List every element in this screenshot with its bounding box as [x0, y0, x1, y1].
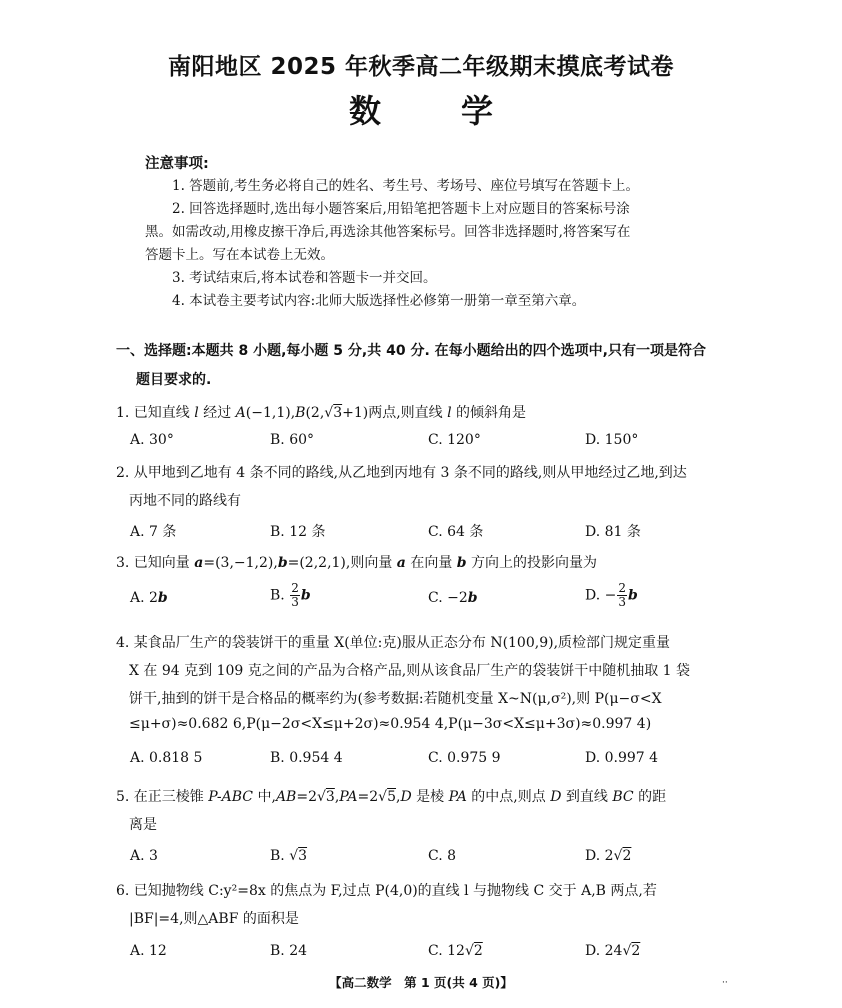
q1-point: A: [235, 405, 246, 421]
q1-option-b: B. 60°: [270, 432, 315, 448]
q5-var: BC: [612, 789, 634, 805]
q6-option-d: D. 24√2: [585, 943, 641, 959]
q1-var: l: [194, 405, 199, 421]
fraction-numerator: 2: [291, 581, 299, 595]
q3-option-a: [130, 590, 168, 606]
q5-var: PA: [339, 789, 358, 805]
q5-option-c: C. 8: [428, 848, 457, 864]
q1-option-d: D. 150°: [585, 432, 639, 448]
q3-text: 3. 已知向量: [116, 555, 195, 571]
q2-option-a: A. 7 条: [130, 524, 177, 540]
q5-text: 的距: [633, 789, 667, 805]
fraction-denominator: 3: [618, 595, 626, 609]
q6-radicand: 2: [473, 943, 483, 959]
q1-option-a: A. 30°: [130, 432, 174, 448]
q1-text: 1. 已知直线: [116, 405, 195, 421]
q5-text: 是棱: [411, 789, 449, 805]
q5-text: 的中点,则点: [466, 789, 551, 805]
q3-vector: b: [277, 555, 288, 571]
q6-option-c: C. 12√2: [428, 943, 483, 959]
q4-option-b: B. 0.954 4: [270, 750, 343, 766]
q3-option-text: B.: [270, 587, 290, 604]
notice-item-2-end: 答题卡上。写在本试卷上无效。: [145, 247, 334, 263]
q5-option-d: D. 2√2: [585, 848, 632, 864]
q3-text: =(3,−1,2),: [203, 555, 278, 571]
q5-option-a: A. 3: [130, 848, 158, 864]
notice-item-2: 2. 回答选择题时,选出每小题答案后,用铅笔把答题卡上对应题目的答案标号涂: [172, 201, 630, 217]
fraction-numerator: 2: [618, 581, 626, 595]
q5-radicand: 3: [325, 789, 335, 805]
q5-text: =2: [296, 789, 317, 805]
q3-option-c: [428, 590, 478, 606]
question-5-cont: 离是: [129, 817, 157, 833]
q4-option-a: A. 0.818 5: [130, 750, 203, 766]
q5-sqrt: √5: [378, 789, 397, 805]
section-heading-cont: 题目要求的.: [136, 372, 212, 388]
q3-vector: b: [157, 590, 168, 606]
q1-text: 经过: [198, 405, 236, 421]
q1-text: (2,: [305, 405, 325, 421]
question-4-cont-3: ≤μ+σ)≈0.682 6,P(μ−2σ<X≤μ+2σ)≈0.954 4,P(μ−3σ<X≤μ+3σ)≈0.997 4): [129, 716, 652, 732]
q6-option-text: C. 12: [428, 943, 465, 959]
q4-option-c: C. 0.975 9: [428, 750, 501, 766]
question-3: [116, 552, 597, 572]
page-footer: 【高二数学 第 1 页(共 4 页)】: [329, 975, 513, 990]
notice-item-1: 1. 答题前,考生务必将自己的姓名、考生号、考场号、座位号填写在答题卡上。: [172, 178, 639, 194]
q5-option-text: B.: [270, 848, 290, 864]
q5-radicand: 5: [387, 789, 397, 805]
q3-vector: b: [467, 590, 478, 606]
q1-sqrt: √3: [324, 405, 343, 421]
q5-text: 中,: [253, 789, 276, 805]
q4-option-d: D. 0.997 4: [585, 750, 659, 766]
q1-text: +1)两点,则直线: [342, 405, 448, 421]
q5-text: ,: [334, 789, 340, 805]
q3-vector: b: [628, 587, 638, 604]
q3-text: 方向上的投影向量为: [466, 555, 598, 571]
question-4-cont-2: 饼干,抽到的饼干是合格品的概率约为(参考数据:若随机变量 X~N(μ,σ²),则 P(μ−σ<X: [129, 691, 662, 707]
q5-var: AB: [275, 789, 297, 805]
q5-var: D: [550, 789, 562, 805]
notice-item-3: 3. 考试结束后,将本试卷和答题卡一并交回。: [172, 270, 437, 286]
q3-vector: a: [194, 555, 204, 571]
q1-var: l: [447, 405, 452, 421]
q1-radicand: 3: [333, 405, 343, 421]
notice-item-2-cont: 黑。如需改动,用橡皮擦干净后,再选涂其他答案标号。回答非选择题时,将答案写在: [145, 224, 631, 240]
q3-vector: b: [456, 555, 467, 571]
subject-title: [0, 86, 842, 132]
q3-vector: b: [300, 587, 311, 604]
q6-option-a: A. 12: [130, 943, 167, 959]
q5-var: PA: [448, 789, 467, 805]
notice-heading: 注意事项:: [145, 156, 209, 172]
question-6-cont: |BF|=4,则△ABF 的面积是: [129, 911, 299, 927]
q6-option-text: D. 24: [585, 943, 623, 959]
q1-option-c: C. 120°: [428, 432, 481, 448]
q5-var: P-ABC: [208, 789, 254, 805]
q2-option-d: D. 81 条: [585, 524, 641, 540]
q5-text: =2: [357, 789, 379, 805]
q5-radicand: 3: [298, 848, 308, 864]
section-heading: 一、选择题:本题共 8 小题,每小题 5 分,共 40 分. 在每小题给出的四个选项中,只有一项是符合: [116, 343, 706, 359]
q5-text: 5. 在正三棱锥: [116, 789, 209, 805]
subject-char-1: 数: [348, 92, 381, 130]
q3-option-text: C. −2: [428, 590, 468, 606]
question-4: 4. 某食品厂生产的袋装饼干的重量 X(单位:克)服从正态分布 N(100,9),质检部门规定重量: [116, 635, 671, 651]
q3-fraction: [290, 582, 300, 609]
subject-char-2: 学: [461, 92, 494, 130]
q1-text: 的倾斜角是: [451, 405, 527, 421]
q3-option-text: D. −: [585, 587, 617, 604]
fraction-denominator: 3: [291, 595, 299, 609]
corner-mark: ··: [722, 978, 728, 988]
q3-text: =(2,2,1),则向量: [287, 555, 397, 571]
q5-sqrt: √3: [316, 789, 335, 805]
q3-option-text: A. 2: [130, 590, 158, 606]
q6-option-b: B. 24: [270, 943, 308, 959]
exam-title: 南阳地区 2025 年秋季高二年级期末摸底考试卷: [167, 54, 675, 80]
question-2: 2. 从甲地到乙地有 4 条不同的路线,从乙地到丙地有 3 条不同的路线,则从甲地经过乙地,到达: [116, 465, 687, 481]
q3-option-b: [270, 582, 311, 609]
q3-option-d: [585, 582, 638, 609]
q3-text: 在向量: [405, 555, 457, 571]
q2-option-b: B. 12 条: [270, 524, 326, 540]
q3-fraction: [617, 582, 627, 609]
question-5: [116, 786, 666, 806]
q5-option-text: D. 2: [585, 848, 614, 864]
q3-vector: a: [396, 555, 406, 571]
question-4-cont-1: X 在 94 克到 109 克之间的产品为合格产品,则从该食品厂生产的袋装饼干中随机抽取 1 袋: [129, 663, 691, 679]
question-2-cont: 丙地不同的路线有: [129, 493, 241, 509]
q6-radicand: 2: [631, 943, 641, 959]
question-1: [116, 402, 526, 422]
q1-text: (−1,1),: [245, 405, 296, 421]
q5-option-b: B. √3: [270, 848, 308, 864]
notice-item-4: 4. 本试卷主要考试内容:北师大版选择性必修第一册第一章至第六章。: [172, 293, 586, 309]
q5-var: D: [400, 789, 412, 805]
q2-option-c: C. 64 条: [428, 524, 484, 540]
q5-text: 到直线: [561, 789, 613, 805]
question-6: 6. 已知抛物线 C:y²=8x 的焦点为 F,过点 P(4,0)的直线 l 与抛物线 C 交于 A,B 两点,若: [116, 883, 657, 899]
q5-radicand: 2: [622, 848, 632, 864]
q1-point: B: [295, 405, 306, 421]
q5-text: ,: [396, 789, 401, 805]
